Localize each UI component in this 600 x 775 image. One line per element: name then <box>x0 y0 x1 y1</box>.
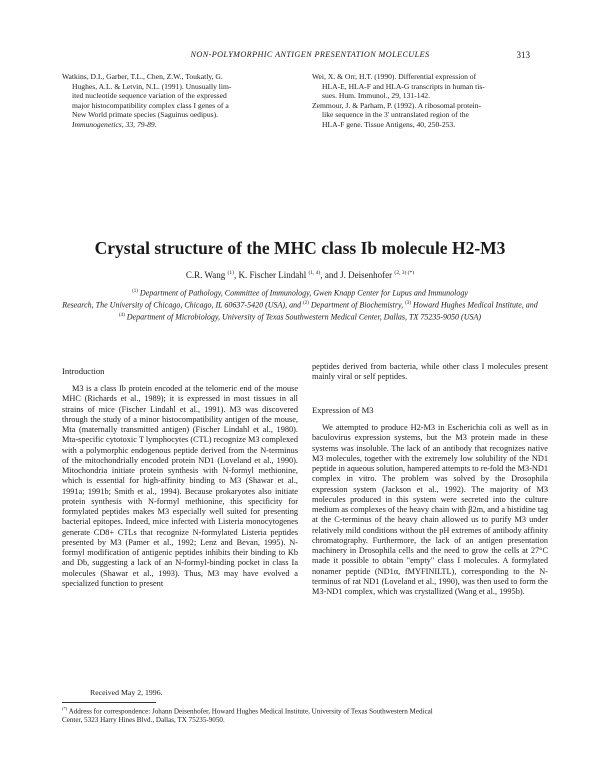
section-heading-introduction: Introduction <box>62 366 105 376</box>
affiliation-text: Research, The University of Chicago, Chicago, IL 60637-5420 (USA), and <box>62 300 302 310</box>
affiliation-line <box>40 311 560 323</box>
reference-line: Watkins, D.I., Garber, T.L., Chen, Z.W., Toukatly, G. <box>62 72 223 81</box>
reference-line: Immunogenetics, 33, 79-89. <box>72 119 157 129</box>
page-number: 313 <box>516 50 530 60</box>
references-right-column <box>312 72 550 130</box>
footnote-rule <box>62 702 156 703</box>
article-title: Crystal structure of the MHC class Ib molecule H2-M3 <box>94 238 506 258</box>
author-affiliation-mark: (1, 4) <box>308 270 321 276</box>
author-name: , K. Fischer Lindahl <box>233 270 307 280</box>
paragraph: M3 is a class Ib protein encoded at the telomeric end of the mouse MHC (Richards et al., 1989); it is expressed in most tissues in all strains of mice (Fischer Lindahl et al., 1991). M3 was discovered through the study of a minor histocompatibility antigen of the mouse, Mta (maternally transmitted antigen) (Fischer Lindahl et al., 1980). Mta-specific cytotoxic T lymphocytes (CTL) recognize M3 complexed with a polymorphic endogenous peptide derived from the N-terminus of the mitochondrially encoded protein ND1 (Loveland et al., 1990). Mitochondria initiate protein synthesis with N-formyl methionine, which is essential for high-affinity binding to M3 (Shawar et al., 1991a; 1991b; Smith et al., 1994). Because prokaryotes also initiate protein synthesis with N-formyl methionine, this specificity for formylated peptides makes M3 especially well suited for presenting bacterial epitopes. Indeed, mice infected with Listeria monocytogenes generate CD8+ CTLs that recognize N-formylated Listeria peptides presented by M3 (Pamer et al., 1992; Lenz and Bevan, 1995). N-formyl modification of antigenic peptides inhibits their binding to Kb and Db, suggesting a lack of an N-formyl-binding pocket in class Ia molecules (Shawar et al., 1993). Thus, M3 may have evolved a specialized function to present <box>62 384 298 588</box>
reference-line: Zemmour, J. & Parham, P. (1992). A ribosomal protein- <box>312 100 482 110</box>
affiliation-mark: (2) <box>303 300 309 306</box>
paragraph: peptides derived from bacteria, while other class I molecules present mainly viral or self peptides. <box>312 362 548 382</box>
expression-body <box>312 423 548 597</box>
reference-line: New World primate species (Saguinus oedipus). <box>72 110 219 120</box>
affiliation-text: Department of Pathology, Committee of Immunology, Gwen Knapp Center for Lupus and Immunology <box>139 288 468 298</box>
footnote-text: Address for correspondence: Johann Deisenhofer, Howard Hughes Medical Institute, University of Texas Southwestern Medical <box>68 707 433 716</box>
author-name: , and J. Deisenhofer <box>320 270 393 280</box>
paragraph: We attempted to produce H2-M3 in Escherichia coli as well as in baculovirus expression systems, but the M3 protein made in these systems was insoluble. The lack of an antibody that recognizes native M3 molecules, together with the extremely low solubility of the ND1 peptide in aqueous solution, hampered attempts to re-fold the M3-ND1 complex in vitro. The problem was solved by the Drosophila expression system (Jackson et al., 1992). The majority of M3 molecules produced in this system were secreted into the culture medium as complexes of the heavy chain with β2m, and a histidine tag at the C-terminus of the heavy chain allowed us to purify M3 under relatively mild conditions without the pH extremes of antibody affinity chromatography. Furthermore, the lack of an antigen presentation machinery in Drosophila cells and the need to grow the cells at 27°C made it possible to obtain "empty" class I molecules. A formylated nonamer peptide (ND1α, fMYFINILTL), corresponding to the N-terminus of rat ND1 (Loveland et al., 1990), was then used to form the M3-ND1 complex, which was crystallized (Wang et al., 1995b). <box>312 423 548 596</box>
affiliation-text: Howard Hughes Medical Institute, and <box>412 300 538 310</box>
affiliation-line <box>40 287 560 299</box>
author-affiliation-mark: (1) <box>227 270 234 276</box>
received-date: Received May 2, 1996. <box>90 688 163 697</box>
affiliation-line <box>40 299 560 311</box>
affiliation-mark: (3) <box>405 300 411 306</box>
introduction-body <box>62 384 298 589</box>
reference-line: ited nucleotide sequence variation of the expressed <box>72 91 227 101</box>
reference-line: sues. Hum. Immunol., 29, 131-142. <box>322 91 430 101</box>
reference-line: major histocompatibility complex class I genes of a <box>72 100 229 110</box>
running-header-title: NON-POLYMORPHIC ANTIGEN PRESENTATION MOLECULES <box>190 50 430 59</box>
introduction-continuation <box>312 362 548 383</box>
footnote-line <box>62 705 552 716</box>
affiliation-mark: (1) <box>132 289 138 294</box>
footnote <box>62 705 552 725</box>
references-left-column <box>62 72 302 130</box>
affiliation-text: Department of Biochemistry, <box>310 300 404 310</box>
author-affiliation-mark: (2, 3) (*) <box>394 270 415 276</box>
reference-line: HLA-F gene. Tissue Antigens, 40, 250-253. <box>322 119 456 129</box>
author-name: C.R. Wang <box>185 270 226 280</box>
affiliation-mark: (4) <box>118 312 125 318</box>
reference-line: like sequence in the 3' untranslated region of the <box>322 110 469 120</box>
section-heading-expression: Expression of M3 <box>312 405 374 415</box>
affiliation-text: Department of Microbiology, University of Texas Southwestern Medical Center, Dallas, TX 75235-9050 (USA) <box>126 312 482 322</box>
reference-line: Hughes, A.L. & Letvin, N.L. (1991). Unusually lim- <box>72 81 232 91</box>
reference-line: HLA-E, HLA-F and HLA-G transcripts in human tis- <box>322 81 485 91</box>
affiliations <box>40 287 560 323</box>
footnote-mark: (*) <box>62 706 68 711</box>
footnote-line: Center, 5323 Harry Hines Blvd., Dallas, TX 75235-9050. <box>62 716 225 725</box>
author-line <box>60 270 540 280</box>
reference-line: Wei, X. & Orr, H.T. (1990). Differential expression of <box>312 72 477 81</box>
